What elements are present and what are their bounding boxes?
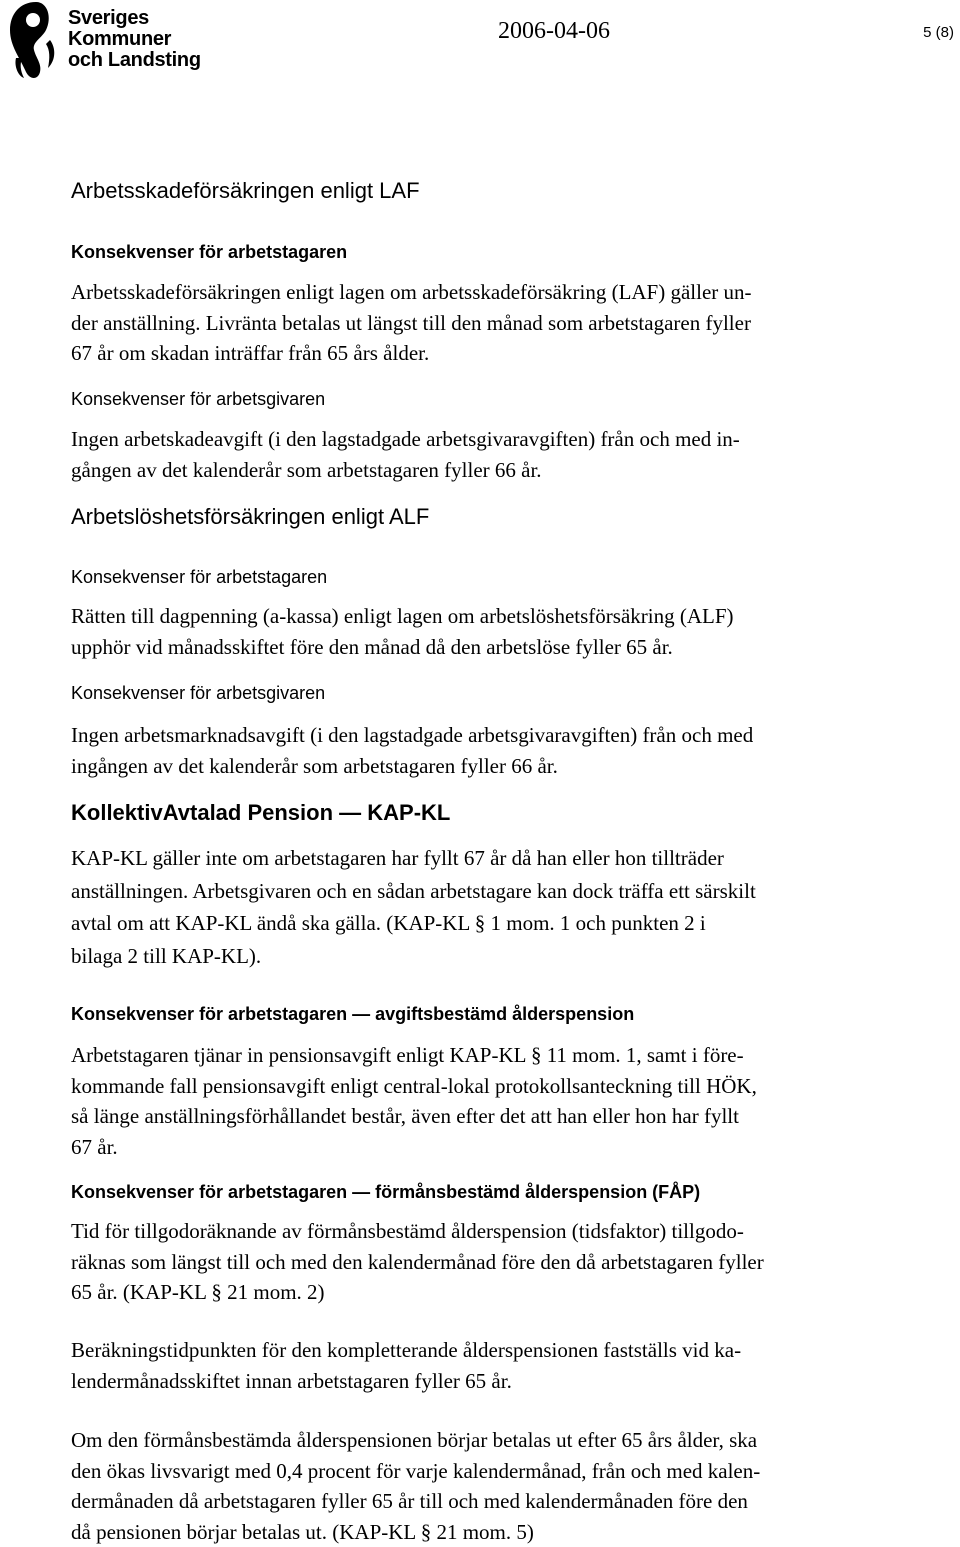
subheading-employer: Konsekvenser för arbetsgivaren [71, 683, 326, 703]
paragraph: Arbetsskadeförsäkringen enligt lagen om arbetsskadeförsäkring (LAF) gäller un- der anställning. Livränta betalas ut längst till den månad som arbetstagaren fyller 67 år om skadan inträffar från 65 års ålder. [71, 280, 752, 365]
document-date: 2006-04-06 [498, 18, 610, 44]
section-title-laf: Arbetsskadeförsäkringen enligt LAF [71, 178, 420, 203]
paragraph: Arbetstagaren tjänar in pensionsavgift enligt KAP-KL § 11 mom. 1, samt i före- kommande fall pensionsavgift enligt central-lokal protokollsanteckning till HÖK, så länge anställningsförhållandet består, även efter det att han eller hon har fyllt 67 år. [71, 1043, 757, 1159]
subheading-employer: Konsekvenser för arbetsgivaren [71, 389, 326, 409]
subheading-defined-benefit: Konsekvenser för arbetstagaren — förmånsbestämd ålderspension (FÅP) [71, 1182, 701, 1202]
logo-line: Sveriges [68, 7, 149, 29]
logo-line: och Landsting [68, 49, 201, 71]
paragraph: Ingen arbetsmarknadsavgift (i den lagstadgade arbetsgivaravgiften) från och med ingången av det kalenderår som arbetstagaren fyller 66 år. [71, 723, 754, 778]
paragraph: Ingen arbetskadeavgift (i den lagstadgade arbetsgivaravgiften) från och med in- gången av det kalenderår som arbetstagaren fyller 66 år. [71, 427, 740, 482]
logo-mark-icon [2, 0, 66, 80]
paragraph: Om den förmånsbestämda ålderspensionen börjar betalas ut efter 65 års ålder, ska den ökas livsvarigt med 0,4 procent för varje kalendermånad, från och med kalen- dermånaden då arbetstagaren fyller 65 år till och med kalendermånaden före den då pensionen börjar betalas ut. (KAP-KL § 21 mom. 5) [71, 1428, 761, 1544]
paragraph: Rätten till dagpenning (a-kassa) enligt lagen om arbetslöshetsförsäkring (ALF) upphör vid månadsskiftet före den månad då den arbetslöse fyller 65 år. [71, 604, 734, 659]
paragraph: Tid för tillgodoräknande av förmånsbestämd ålderspension (tidsfaktor) tillgodo- räknas som längst till och med den kalendermånad före den då arbetstagaren fyller 65 år. (KAP-KL § 21 mom. 2) [71, 1219, 764, 1304]
page-number: 5 (8) [923, 24, 954, 41]
subheading-defined-contribution: Konsekvenser för arbetstagaren — avgiftsbestämd ålderspension [71, 1004, 635, 1024]
logo-text [68, 8, 201, 71]
logo-line: Kommuner [68, 28, 172, 50]
subheading-employee: Konsekvenser för arbetstagaren [71, 242, 348, 262]
paragraph: KAP-KL gäller inte om arbetstagaren har fyllt 67 år då han eller hon tillträder anställningen. Arbetsgivaren och en sådan arbetstagare kan dock träffa ett särskilt avtal om att KAP-KL ändå ska gälla. (KAP-KL § 1 mom. 1 och punkten 2 i bilaga 2 till KAP-KL). [71, 846, 756, 968]
section-title-kap-kl: KollektivAvtalad Pension — KAP-KL [71, 800, 451, 825]
paragraph: Beräkningstidpunkten för den kompletterande ålderspensionen fastställs vid ka- lendermånadsskiftet innan arbetstagaren fyller 65 år. [71, 1338, 742, 1393]
subheading-employee: Konsekvenser för arbetstagaren [71, 567, 328, 587]
organization-logo [2, 0, 202, 80]
section-title-alf: Arbetslöshetsförsäkringen enligt ALF [71, 504, 430, 529]
